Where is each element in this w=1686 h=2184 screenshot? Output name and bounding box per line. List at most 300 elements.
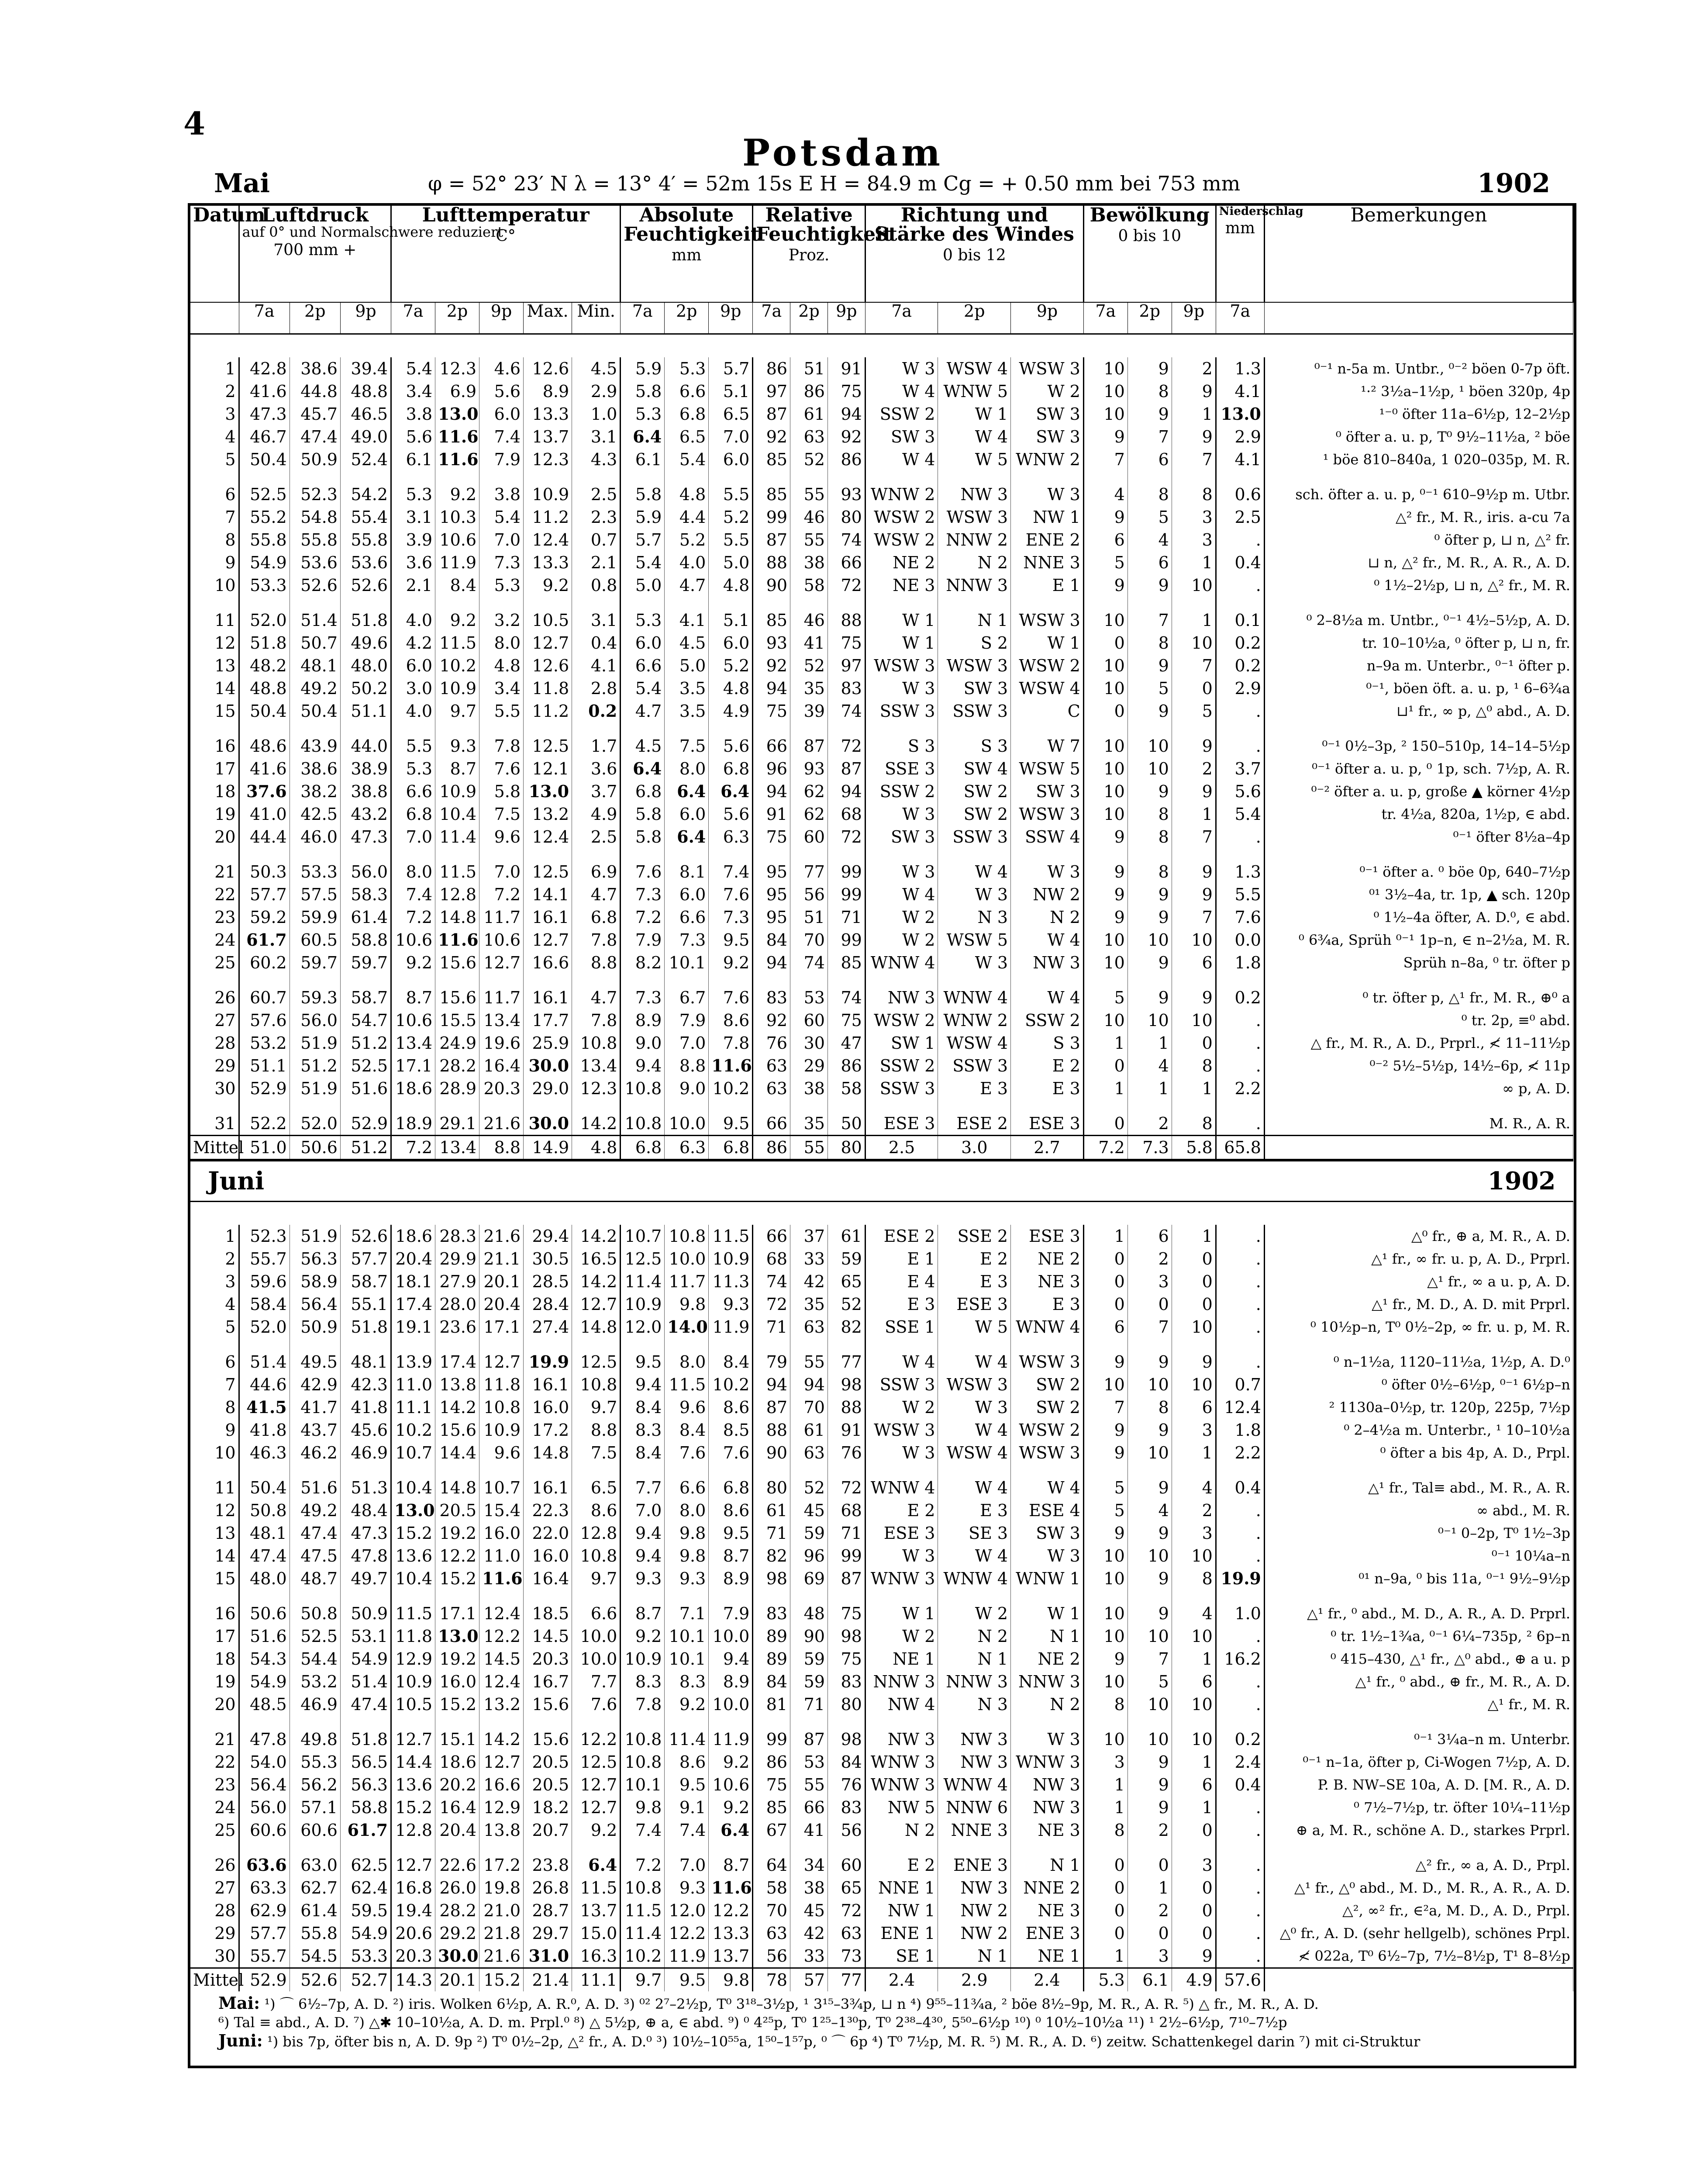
day-number: 13: [190, 654, 239, 677]
value-cell: NNE 3: [938, 1819, 1011, 1842]
value-cell: 51.4: [340, 1670, 391, 1693]
value-cell: 52: [790, 654, 828, 677]
value-cell: 3.8: [391, 403, 435, 425]
value-cell: 68: [827, 1499, 865, 1522]
value-cell: 8.8: [572, 1419, 621, 1441]
value-cell: W 1: [1011, 632, 1084, 654]
value-cell: 28.5: [524, 1270, 572, 1293]
value-cell: 49.8: [290, 1716, 340, 1751]
value-cell: 7: [1127, 1648, 1172, 1670]
value-cell: 10.6: [391, 1009, 435, 1032]
value-cell: 18.1: [391, 1270, 435, 1293]
value-cell: W 3: [1011, 1545, 1084, 1567]
value-cell: 7.3: [665, 929, 709, 951]
value-cell: 46: [790, 597, 828, 632]
value-cell: NW 1: [1011, 506, 1084, 529]
value-cell: 10.9: [621, 1293, 665, 1316]
value-cell: 10.8: [621, 1876, 665, 1899]
value-cell: 75: [827, 1648, 865, 1670]
value-cell: 59.3: [290, 974, 340, 1009]
value-cell: 8: [1172, 1100, 1216, 1136]
mean-value: 6.1: [1127, 1968, 1172, 1992]
value-cell: 10.2: [391, 1419, 435, 1441]
value-cell: 83: [827, 1796, 865, 1819]
day-row: [190, 357, 1573, 380]
value-cell: 97: [753, 380, 790, 403]
value-cell: 9.3: [435, 722, 479, 757]
value-cell: 58: [827, 1077, 865, 1100]
day-number: 29: [190, 1922, 239, 1945]
value-cell: 5.9: [621, 357, 665, 380]
day-number: 24: [190, 1796, 239, 1819]
value-cell: 5.4: [391, 357, 435, 380]
value-cell: E 3: [1011, 1293, 1084, 1316]
mean-value: 52.9: [239, 1968, 290, 1992]
value-cell: 16.4: [524, 1567, 572, 1590]
value-cell: 6.8: [709, 757, 753, 780]
value-cell: 80: [827, 506, 865, 529]
value-cell: 0: [1127, 1922, 1172, 1945]
value-cell: 0: [1083, 1842, 1127, 1876]
value-cell: 9.3: [665, 1567, 709, 1590]
value-cell: 72: [827, 826, 865, 848]
value-cell: 3.7: [572, 780, 621, 803]
day-row: [190, 425, 1573, 448]
remark-cell: ⁰ 7½–7½p, tr. öfter 10¼–11½p: [1264, 1796, 1573, 1819]
value-cell: 5.8: [621, 380, 665, 403]
mean-value: 50.6: [290, 1136, 340, 1161]
mean-label: Mittel: [190, 1968, 239, 1992]
value-cell: 18.6: [435, 1751, 479, 1773]
value-cell: 9.2: [709, 951, 753, 974]
value-cell: 9: [1172, 1338, 1216, 1373]
value-cell: 9.5: [621, 1338, 665, 1373]
value-cell: 9: [1127, 1796, 1172, 1819]
value-cell: .: [1216, 1316, 1264, 1338]
value-cell: 1: [1083, 1077, 1127, 1100]
june-label: Juni: [190, 1160, 753, 1202]
value-cell: 93: [790, 757, 828, 780]
value-cell: 2.1: [391, 574, 435, 597]
value-cell: 75: [753, 826, 790, 848]
day-row: [190, 1499, 1573, 1522]
value-cell: 3.2: [479, 597, 524, 632]
june-days: [190, 1202, 1573, 1992]
value-cell: 87: [827, 757, 865, 780]
value-cell: 28.9: [435, 1077, 479, 1100]
mean-value: 4.8: [572, 1136, 621, 1161]
value-cell: WSW 2: [1011, 1419, 1084, 1441]
value-cell: 94: [827, 780, 865, 803]
value-cell: 12.2: [665, 1922, 709, 1945]
value-cell: 62: [790, 780, 828, 803]
value-cell: 7.9: [709, 1590, 753, 1625]
value-cell: 2: [1127, 1100, 1172, 1136]
value-cell: 0: [1083, 1922, 1127, 1945]
value-cell: ESE 3: [1011, 1225, 1084, 1248]
remark-cell: ⁰ öfter a. u. p, T⁰ 9½–11½a, ² böe: [1264, 425, 1573, 448]
day-row: [190, 403, 1573, 425]
value-cell: 53.2: [239, 1032, 290, 1054]
value-cell: 1: [1172, 403, 1216, 425]
value-cell: 16.4: [479, 1054, 524, 1077]
value-cell: 60.6: [239, 1819, 290, 1842]
value-cell: 2.9: [1216, 425, 1264, 448]
value-cell: 47: [827, 1032, 865, 1054]
value-cell: 10.1: [665, 1648, 709, 1670]
value-cell: 56.4: [239, 1773, 290, 1796]
value-cell: 7.2: [479, 883, 524, 906]
subheader-cell: 2p: [938, 302, 1011, 334]
subheader-cell: 9p: [1011, 302, 1084, 334]
value-cell: 20.5: [435, 1499, 479, 1522]
value-cell: 5: [1127, 677, 1172, 700]
value-cell: 19.1: [391, 1316, 435, 1338]
value-cell: ENE 2: [1011, 529, 1084, 551]
value-cell: 94: [753, 951, 790, 974]
value-cell: NNW 6: [938, 1796, 1011, 1819]
value-cell: 8: [1127, 471, 1172, 506]
mean-value: 52.6: [290, 1968, 340, 1992]
value-cell: 17.4: [391, 1293, 435, 1316]
value-cell: 12.6: [524, 654, 572, 677]
day-number: 28: [190, 1032, 239, 1054]
value-cell: 10: [1172, 1373, 1216, 1396]
value-cell: WNW 1: [1011, 1567, 1084, 1590]
day-number: 5: [190, 1316, 239, 1338]
value-cell: 45: [790, 1899, 828, 1922]
value-cell: W 2: [865, 1396, 938, 1419]
value-cell: NE 2: [865, 551, 938, 574]
remark-cell: △² fr., M. R., iris. a-cu 7a: [1264, 506, 1573, 529]
mean-value: 9.8: [709, 1968, 753, 1992]
value-cell: 7: [1127, 597, 1172, 632]
value-cell: 22.0: [524, 1522, 572, 1545]
value-cell: 4.0: [391, 700, 435, 722]
day-row: [190, 1522, 1573, 1545]
value-cell: E 3: [1011, 1077, 1084, 1100]
value-cell: 5: [1127, 506, 1172, 529]
value-cell: 6.6: [665, 380, 709, 403]
value-cell: 98: [827, 1716, 865, 1751]
value-cell: 39.4: [340, 357, 391, 380]
value-cell: 2.5: [572, 471, 621, 506]
value-cell: 42: [790, 1270, 828, 1293]
value-cell: E 2: [865, 1499, 938, 1522]
value-cell: 77: [790, 848, 828, 883]
value-cell: 71: [753, 1316, 790, 1338]
value-cell: W 4: [938, 1464, 1011, 1499]
value-cell: .: [1216, 1338, 1264, 1373]
value-cell: 3: [1127, 1945, 1172, 1968]
day-number: 7: [190, 1373, 239, 1396]
value-cell: 14.8: [435, 906, 479, 929]
value-cell: 17.7: [524, 1009, 572, 1032]
value-cell: 83: [753, 974, 790, 1009]
value-cell: 25.9: [524, 1032, 572, 1054]
value-cell: 55.1: [340, 1293, 391, 1316]
value-cell: 94: [790, 1373, 828, 1396]
header-pressure: Luftdruck auf 0° und Normalschwere reduziert 700 mm +: [239, 206, 391, 302]
value-cell: W 1: [865, 1590, 938, 1625]
value-cell: 6.8: [572, 906, 621, 929]
value-cell: 60.6: [290, 1819, 340, 1842]
value-cell: NW 3: [938, 471, 1011, 506]
value-cell: W 4: [865, 380, 938, 403]
value-cell: 63: [753, 1922, 790, 1945]
value-cell: 9: [1172, 425, 1216, 448]
value-cell: 7.9: [479, 448, 524, 471]
value-cell: WSW 3: [865, 1419, 938, 1441]
value-cell: W 4: [865, 883, 938, 906]
value-cell: SSW 3: [865, 700, 938, 722]
value-cell: 74: [827, 974, 865, 1009]
value-cell: WNW 4: [1011, 1316, 1084, 1338]
value-cell: 11.9: [665, 1945, 709, 1968]
value-cell: 77: [827, 1338, 865, 1373]
value-cell: 7.6: [572, 1693, 621, 1716]
day-number: 30: [190, 1077, 239, 1100]
value-cell: 10: [1127, 722, 1172, 757]
value-cell: 5.6: [1216, 780, 1264, 803]
value-cell: 21.6: [479, 1100, 524, 1136]
value-cell: 9: [1127, 1464, 1172, 1499]
page-number: 4: [183, 105, 206, 142]
value-cell: 88: [827, 597, 865, 632]
value-cell: 9: [1127, 1419, 1172, 1441]
day-row: [190, 448, 1573, 471]
value-cell: 4: [1083, 471, 1127, 506]
value-cell: 12.0: [665, 1899, 709, 1922]
value-cell: 3.7: [1216, 757, 1264, 780]
value-cell: 94: [827, 403, 865, 425]
value-cell: 42.9: [290, 1373, 340, 1396]
value-cell: 0: [1083, 1100, 1127, 1136]
value-cell: 28.3: [435, 1225, 479, 1248]
value-cell: 6.1: [391, 448, 435, 471]
value-cell: 22.6: [435, 1842, 479, 1876]
value-cell: 21.1: [479, 1248, 524, 1270]
remark-cell: △⁰ fr., A. D. (sehr hellgelb), schönes Prpl.: [1264, 1922, 1573, 1945]
value-cell: 11.5: [621, 1899, 665, 1922]
value-cell: 9.6: [479, 1441, 524, 1464]
value-cell: 12.8: [435, 883, 479, 906]
value-cell: 47.4: [290, 1522, 340, 1545]
value-cell: .: [1216, 1545, 1264, 1567]
day-row: [190, 1396, 1573, 1419]
value-cell: 4.7: [572, 974, 621, 1009]
value-cell: 10: [1083, 654, 1127, 677]
day-row: [190, 1441, 1573, 1464]
value-cell: 5.1: [709, 380, 753, 403]
value-cell: 55.4: [340, 506, 391, 529]
remark-cell: ⁰⁻¹ 10¼a–n: [1264, 1545, 1573, 1567]
value-cell: NNE 3: [1011, 551, 1084, 574]
value-cell: 5.6: [709, 722, 753, 757]
value-cell: 9.5: [709, 1100, 753, 1136]
value-cell: S 2: [938, 632, 1011, 654]
value-cell: 13.4: [391, 1032, 435, 1054]
value-cell: 24.9: [435, 1032, 479, 1054]
day-number: 27: [190, 1009, 239, 1032]
value-cell: 10.9: [391, 1670, 435, 1693]
subheader-cell: 7a: [1216, 302, 1264, 334]
value-cell: 11.5: [665, 1373, 709, 1396]
value-cell: 56.0: [340, 848, 391, 883]
value-cell: 10: [1083, 1716, 1127, 1751]
value-cell: 97: [827, 654, 865, 677]
value-cell: 9.4: [621, 1054, 665, 1077]
value-cell: 8.0: [391, 848, 435, 883]
value-cell: NW 3: [1011, 1773, 1084, 1796]
day-number: 3: [190, 403, 239, 425]
remark-cell: △¹ fr., M. D., A. D. mit Prprl.: [1264, 1293, 1573, 1316]
value-cell: 10: [1083, 780, 1127, 803]
value-cell: 12.3: [435, 357, 479, 380]
value-cell: 51.6: [290, 1464, 340, 1499]
value-cell: 60: [790, 826, 828, 848]
day-row: [190, 1077, 1573, 1100]
value-cell: N 3: [938, 1693, 1011, 1716]
value-cell: 9.4: [621, 1545, 665, 1567]
value-cell: 92: [753, 1009, 790, 1032]
day-row: [190, 1270, 1573, 1293]
value-cell: 15.6: [435, 974, 479, 1009]
value-cell: 11.6: [435, 425, 479, 448]
value-cell: 63: [790, 425, 828, 448]
header-remarks: Bemerkungen: [1264, 206, 1573, 302]
day-row: [190, 1922, 1573, 1945]
value-cell: .: [1216, 1670, 1264, 1693]
value-cell: 0.4: [572, 632, 621, 654]
day-row: [190, 722, 1573, 757]
value-cell: 6.4: [709, 780, 753, 803]
value-cell: .: [1216, 1819, 1264, 1842]
value-cell: 12.3: [524, 448, 572, 471]
value-cell: 7.0: [621, 1499, 665, 1522]
value-cell: 10.0: [665, 1100, 709, 1136]
value-cell: 6: [1127, 551, 1172, 574]
value-cell: 85: [753, 1796, 790, 1819]
value-cell: 7.6: [1216, 906, 1264, 929]
value-cell: SSW 3: [938, 826, 1011, 848]
value-cell: 10: [1083, 403, 1127, 425]
value-cell: WNW 3: [1011, 1751, 1084, 1773]
value-cell: 30.5: [524, 1248, 572, 1270]
value-cell: 53.3: [239, 574, 290, 597]
value-cell: 1: [1083, 1945, 1127, 1968]
value-cell: 94: [753, 780, 790, 803]
value-cell: WNW 4: [865, 951, 938, 974]
value-cell: 92: [753, 654, 790, 677]
day-number: 19: [190, 1670, 239, 1693]
value-cell: 9: [1083, 425, 1127, 448]
value-cell: N 2: [1011, 1693, 1084, 1716]
value-cell: 90: [753, 574, 790, 597]
value-cell: 4: [1172, 1464, 1216, 1499]
value-cell: 10.8: [572, 1032, 621, 1054]
remark-cell: △¹ fr., △⁰ abd., M. D., M. R., A. R., A. D.: [1264, 1876, 1573, 1899]
value-cell: SW 1: [865, 1032, 938, 1054]
value-cell: 12.4: [479, 1590, 524, 1625]
value-cell: 4: [1127, 1054, 1172, 1077]
value-cell: 10: [1127, 1693, 1172, 1716]
value-cell: 75: [827, 380, 865, 403]
value-cell: 9: [1083, 1648, 1127, 1670]
value-cell: ESE 2: [865, 1225, 938, 1248]
value-cell: NW 4: [865, 1693, 938, 1716]
footnote-june: Juni: ¹) bis 7p, öfter bis n, A. D. 9p ²) T⁰ 0½–2p, △² fr., A. D.⁰ ³) 10½–10⁵⁵a, 1⁵⁰–1⁵⁷p, ⁰ ⌒ 6p ⁴) T⁰ 7½p, M. R. ⁵) M. R., A. D. ⁶) zeitw. Schattenkegel darin ⁷) mit ci-Struktur: [218, 2031, 1421, 2050]
value-cell: 10: [1127, 1373, 1172, 1396]
value-cell: 9.7: [572, 1567, 621, 1590]
value-cell: 29.4: [524, 1225, 572, 1248]
value-cell: 60: [790, 1009, 828, 1032]
value-cell: 19.2: [435, 1648, 479, 1670]
header-relative-humidity: Relative Feuchtigkeit Proz.: [753, 206, 865, 302]
value-cell: 85: [827, 951, 865, 974]
observation-table: [190, 206, 1574, 1991]
value-cell: 50.8: [239, 1499, 290, 1522]
value-cell: 11.4: [621, 1270, 665, 1293]
day-row: [190, 780, 1573, 803]
subheader-cell: [1264, 302, 1573, 334]
value-cell: 5.0: [709, 551, 753, 574]
day-row: [190, 826, 1573, 848]
value-cell: SSW 2: [1011, 1009, 1084, 1032]
value-cell: 13.0: [435, 1625, 479, 1648]
value-cell: 42.8: [239, 357, 290, 380]
value-cell: WSW 4: [1011, 677, 1084, 700]
value-cell: 8.6: [572, 1499, 621, 1522]
value-cell: 54.4: [290, 1648, 340, 1670]
june-title-bar: [190, 1160, 1573, 1202]
value-cell: 43.9: [290, 722, 340, 757]
value-cell: 7.0: [665, 1842, 709, 1876]
value-cell: 5.5: [709, 529, 753, 551]
value-cell: 10: [1172, 929, 1216, 951]
value-cell: 56.0: [290, 1009, 340, 1032]
value-cell: E 3: [865, 1293, 938, 1316]
value-cell: 6.6: [621, 654, 665, 677]
value-cell: 15.6: [524, 1693, 572, 1716]
value-cell: 8.6: [709, 1009, 753, 1032]
value-cell: 9.6: [665, 1396, 709, 1419]
day-row: [190, 974, 1573, 1009]
value-cell: 60: [827, 1842, 865, 1876]
value-cell: 52.0: [239, 597, 290, 632]
june-year: 1902: [753, 1160, 1573, 1202]
value-cell: 9: [1127, 357, 1172, 380]
value-cell: 2.9: [1216, 677, 1264, 700]
day-row: [190, 1625, 1573, 1648]
value-cell: 75: [827, 632, 865, 654]
value-cell: 2: [1172, 1499, 1216, 1522]
value-cell: 19.2: [435, 1522, 479, 1545]
value-cell: 11.6: [435, 929, 479, 951]
mean-value: 6.3: [665, 1136, 709, 1161]
value-cell: 6: [1172, 1773, 1216, 1796]
value-cell: 12.4: [1216, 1396, 1264, 1419]
value-cell: 66: [790, 1796, 828, 1819]
value-cell: 4.7: [665, 574, 709, 597]
station-coordinates: φ = 52° 23′ N λ = 13° 4′ = 52m 15s E H = 84.9 m Cg = + 0.50 mm bei 753 mm: [428, 172, 1241, 195]
value-cell: 10: [1083, 929, 1127, 951]
value-cell: 35: [790, 1293, 828, 1316]
value-cell: 86: [753, 1751, 790, 1773]
value-cell: 0: [1083, 1054, 1127, 1077]
value-cell: 0: [1083, 1876, 1127, 1899]
value-cell: 96: [790, 1545, 828, 1567]
